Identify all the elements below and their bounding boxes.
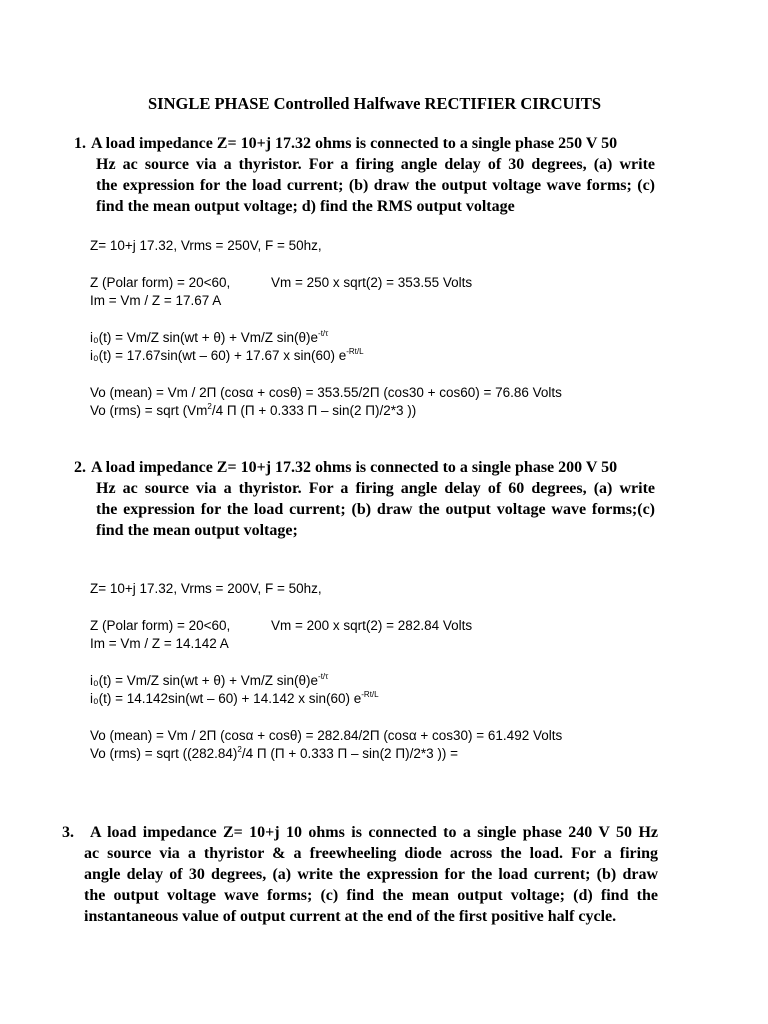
question-line: the expression for the load current; (b) draw the output voltage wave forms; (c) bbox=[96, 177, 655, 194]
question-number: 2. bbox=[74, 459, 86, 476]
question-2 bbox=[74, 457, 658, 541]
polar-form-line bbox=[90, 617, 562, 635]
solution-2 bbox=[90, 580, 562, 763]
question-line: ac source via a thyristor & a freewheeling diode across the load. For a firing bbox=[84, 845, 658, 862]
polar-form-line bbox=[90, 274, 562, 292]
current-expression-numeric: i₀(t) = 14.142sin(wt – 60) + 14.142 x sin(60) $e^{-Rt/L}$ bbox=[90, 690, 379, 706]
given-values: Z= 10+j 17.32, Vrms = 250V, F = 50hz, bbox=[90, 238, 322, 253]
question-line: A load impedance Z= 10+j 17.32 ohms is connected to a single phase 250 V 50 bbox=[91, 135, 618, 152]
vm-value: Vm = 250 x sqrt(2) = 353.55 Volts bbox=[271, 275, 473, 290]
rms-voltage: Vo (rms) = sqrt ($(282.84)^2/4$ Π (Π + 0.333 Π – sin(2 Π)/2*3 )) = bbox=[90, 745, 458, 761]
solution-1 bbox=[90, 237, 562, 420]
question-3 bbox=[62, 822, 658, 927]
question-line: the output voltage wave forms; (c) find the mean output voltage; (d) find the bbox=[84, 887, 658, 904]
question-line: Hz ac source via a thyristor. For a firing angle delay of 30 degrees, (a) write bbox=[96, 156, 655, 173]
question-line: find the mean output voltage; bbox=[96, 522, 298, 539]
question-line: instantaneous value of output current at the end of the first positive half cycle. bbox=[84, 908, 617, 925]
polar-form: Z (Polar form) = 20<60, bbox=[90, 618, 231, 633]
given-values: Z= 10+j 17.32, Vrms = 200V, F = 50hz, bbox=[90, 581, 322, 596]
question-line: Hz ac source via a thyristor. For a firing angle delay of 60 degrees, (a) write bbox=[96, 480, 655, 497]
page-title: SINGLE PHASE Controlled Halfwave RECTIFIER CIRCUITS bbox=[148, 94, 602, 113]
polar-form: Z (Polar form) = 20<60, bbox=[90, 275, 231, 290]
question-line: A load impedance Z= 10+j 10 ohms is connected to a single phase 240 V 50 Hz bbox=[90, 824, 658, 841]
question-1 bbox=[74, 133, 658, 217]
mean-voltage: Vo (mean) = Vm / 2Π (cosα + cosθ) = 282.84/2Π (cosα + cos30) = 61.492 Volts bbox=[90, 728, 563, 743]
im-value: Im = Vm / Z = 14.142 A bbox=[90, 636, 229, 651]
mean-voltage: Vo (mean) = Vm / 2Π (cosα + cosθ) = 353.55/2Π (cos30 + cos60) = 76.86 Volts bbox=[90, 385, 562, 400]
rms-voltage: Vo (rms) = sqrt (Vm$^2$/4 Π (Π + 0.333 Π – sin(2 Π)/2*3 )) bbox=[90, 402, 417, 418]
question-number: 3. bbox=[62, 824, 74, 841]
vm-value: Vm = 200 x sqrt(2) = 282.84 Volts bbox=[271, 618, 473, 633]
question-line: the expression for the load current; (b) draw the output voltage wave forms;(c) bbox=[96, 501, 655, 518]
question-line: A load impedance Z= 10+j 17.32 ohms is connected to a single phase 200 V 50 bbox=[91, 459, 618, 476]
question-line: angle delay of 30 degrees, (a) write the expression for the load current; (b) draw bbox=[84, 866, 658, 883]
question-number: 1. bbox=[74, 135, 86, 152]
question-line: find the mean output voltage; d) find the RMS output voltage bbox=[96, 198, 515, 215]
im-value: Im = Vm / Z = 17.67 A bbox=[90, 293, 222, 308]
current-expression-numeric: i₀(t) = 17.67sin(wt – 60) + 17.67 x sin(60) $e^{-Rt/L}$ bbox=[90, 347, 364, 363]
current-expression: i₀(t) = Vm/Z sin(wt + θ) + Vm/Z $\sin(\theta)e^{-t/\tau}$ bbox=[90, 329, 329, 345]
current-expression: i₀(t) = Vm/Z sin(wt + θ) + Vm/Z $\sin(\theta)e^{-t/\tau}$ bbox=[90, 672, 329, 688]
